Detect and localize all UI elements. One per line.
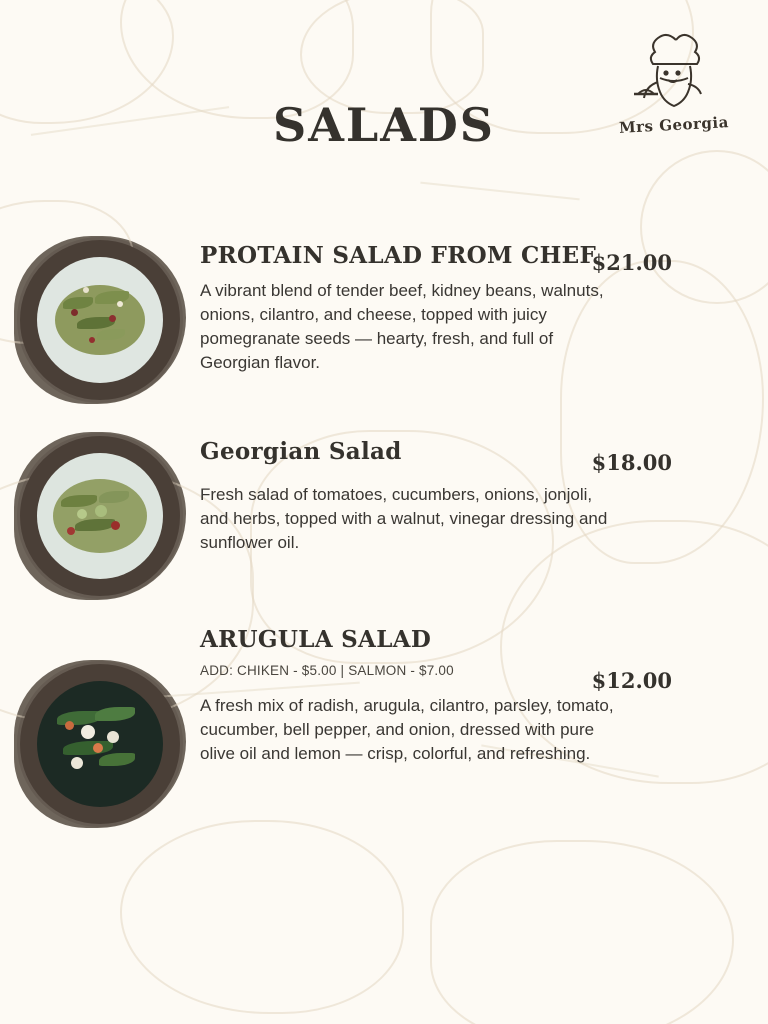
menu-item-text	[200, 626, 768, 766]
menu-item-name: ARUGULA SALAD	[200, 626, 432, 653]
menu-item-description: A fresh mix of radish, arugula, cilantro, parsley, tomato, cucumber, bell pepper, and onion, dressed with pure olive oil and lemon — crisp, colorful, and refreshing.	[200, 696, 614, 764]
menu-item-name: Georgian Salad	[200, 438, 402, 465]
brush-circle-frame	[20, 436, 180, 596]
menu-item	[0, 428, 768, 596]
menu-item-photo	[0, 232, 200, 400]
menu-item-price: $21.00	[591, 250, 672, 275]
brand-name: Mrs Georgia	[618, 113, 730, 137]
menu-item-price: $18.00	[591, 450, 672, 475]
menu-list	[0, 232, 768, 830]
menu-item	[0, 626, 768, 824]
menu-item-description: Fresh salad of tomatoes, cucumbers, onions, jonjoli, and herbs, topped with a walnut, vinegar dressing and sunflower oil.	[200, 485, 608, 553]
menu-item	[0, 232, 768, 400]
menu-item-name: PROTAIN SALAD FROM CHEF	[200, 242, 597, 269]
menu-item-addon: ADD: CHIKEN - $5.00 | SALMON - $7.00	[200, 663, 454, 678]
georgian-salad-photo	[37, 453, 163, 579]
menu-item-photo	[0, 626, 200, 824]
menu-item-text	[200, 428, 768, 555]
menu-item-photo	[0, 428, 200, 596]
menu-item-description: A vibrant blend of tender beef, kidney beans, walnuts, onions, cilantro, and cheese, topped with juicy pomegranate seeds — hearty, fresh, and full of Georgian flavor.	[200, 281, 604, 373]
arugula-salad-photo	[37, 681, 163, 807]
brush-circle-frame	[20, 664, 180, 824]
page-title: SALADS	[272, 98, 496, 152]
salad-bowl-photo	[37, 257, 163, 383]
menu-item-price: $12.00	[591, 668, 672, 693]
menu-item-text	[200, 232, 768, 376]
brush-circle-frame	[20, 240, 180, 400]
